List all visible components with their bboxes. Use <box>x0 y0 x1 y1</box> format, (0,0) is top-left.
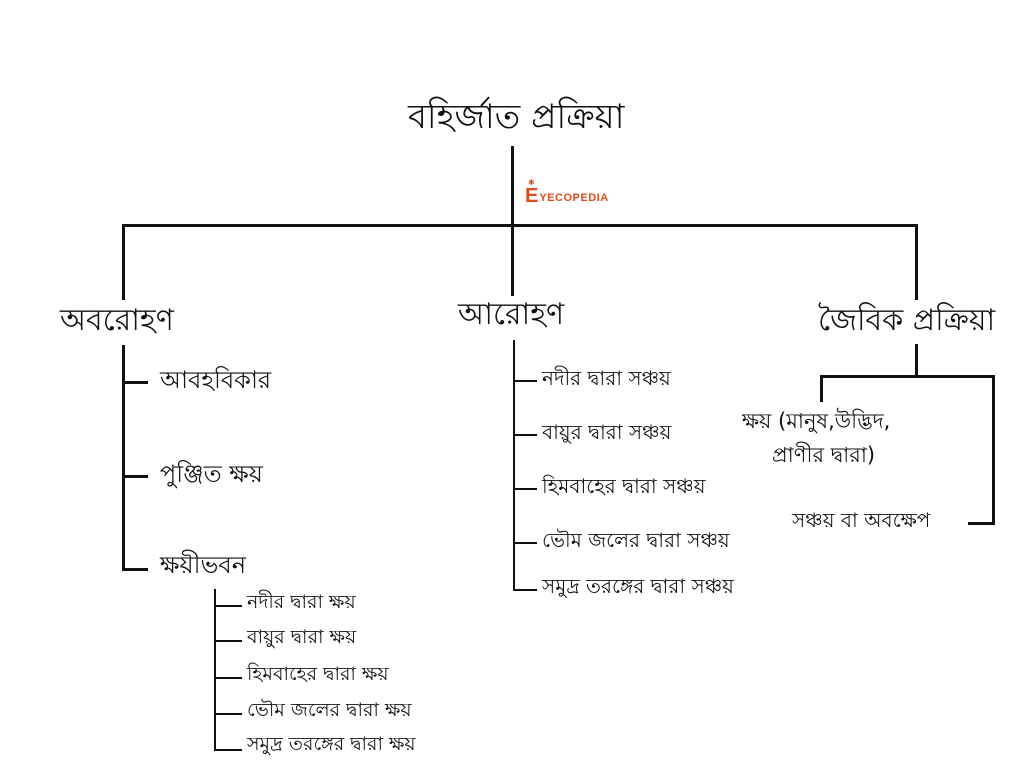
biological-left-drop-line <box>820 375 823 402</box>
ascent-stem-line <box>513 340 515 591</box>
descent-label: অবরোহণ <box>60 303 174 338</box>
erosion-item: ক্ষয়ীভবন <box>160 551 247 579</box>
branch-bar-line <box>122 224 918 227</box>
descent-drop-line <box>122 224 125 300</box>
ascent-tick-3 <box>513 488 537 490</box>
biological-drop-line <box>915 224 918 300</box>
biological-right-drop-line <box>992 375 995 525</box>
biological-label: জৈবিক প্রক্রিয়া <box>818 303 996 338</box>
erosion-wind-item: বায়ুর দ্বারা ক্ষয় <box>247 626 357 648</box>
descent-tick-1 <box>122 381 148 384</box>
ascent-tick-2 <box>513 434 537 436</box>
erosion-tick-2 <box>214 640 242 642</box>
descent-tick-3 <box>122 568 148 571</box>
watermark-text: YECOPEDIA <box>539 192 609 204</box>
erosion-river-item: নদীর দ্বারা ক্ষয় <box>247 591 356 613</box>
mass-wasting-item: পুঞ্জিত ক্ষয় <box>160 460 263 488</box>
erosion-stem-line <box>214 589 216 750</box>
bio-erosion-line2: প্রাণীর দ্বারা) <box>772 443 876 467</box>
biological-right-tick-line <box>968 522 995 525</box>
bio-erosion-line1: ক্ষয় (মানুষ,উদ্ভিদ, <box>742 409 891 433</box>
ascent-tick-5 <box>513 589 537 591</box>
biological-stem-line <box>915 344 918 377</box>
erosion-tick-3 <box>214 677 242 679</box>
erosion-tick-5 <box>214 749 242 751</box>
deposition-glacier-item: হিমবাহের দ্বারা সঞ্চয় <box>542 474 706 498</box>
root-stem-line <box>511 146 514 226</box>
ascent-drop-line <box>511 224 514 296</box>
ascent-tick-1 <box>513 380 537 382</box>
deposition-groundwater-item: ভৌম জলের দ্বারা সঞ্চয় <box>542 528 730 552</box>
deposition-wind-item: বায়ুর দ্বারা সঞ্চয় <box>542 420 672 444</box>
biological-bar-line <box>820 375 995 378</box>
erosion-groundwater-item: ভৌম জলের দ্বারা ক্ষয় <box>247 699 412 721</box>
erosion-tick-4 <box>214 713 242 715</box>
ascent-tick-4 <box>513 542 537 544</box>
ascent-label: আরোহণ <box>458 297 565 332</box>
root-node: বহির্জাত প্রক্রিয়া <box>408 97 625 137</box>
eyecopedia-watermark <box>525 178 609 207</box>
descent-stem-line <box>122 345 125 570</box>
weathering-item: আবহবিকার <box>160 366 272 394</box>
bio-deposition-item: সঞ্চয় বা অবক্ষেপ <box>792 508 931 532</box>
deposition-sea-wave-item: সমুদ্র তরঙ্গের দ্বারা সঞ্চয় <box>542 574 734 598</box>
erosion-sea-wave-item: সমুদ্র তরঙ্গের দ্বারা ক্ষয় <box>247 733 416 755</box>
watermark-initial: E <box>525 185 539 207</box>
descent-tick-2 <box>122 475 148 478</box>
erosion-glacier-item: হিমবাহের দ্বারা ক্ষয় <box>247 663 389 685</box>
deposition-river-item: নদীর দ্বারা সঞ্চয় <box>542 366 671 390</box>
sparkle-icon: ✱ <box>528 178 535 187</box>
erosion-tick-1 <box>214 605 242 607</box>
